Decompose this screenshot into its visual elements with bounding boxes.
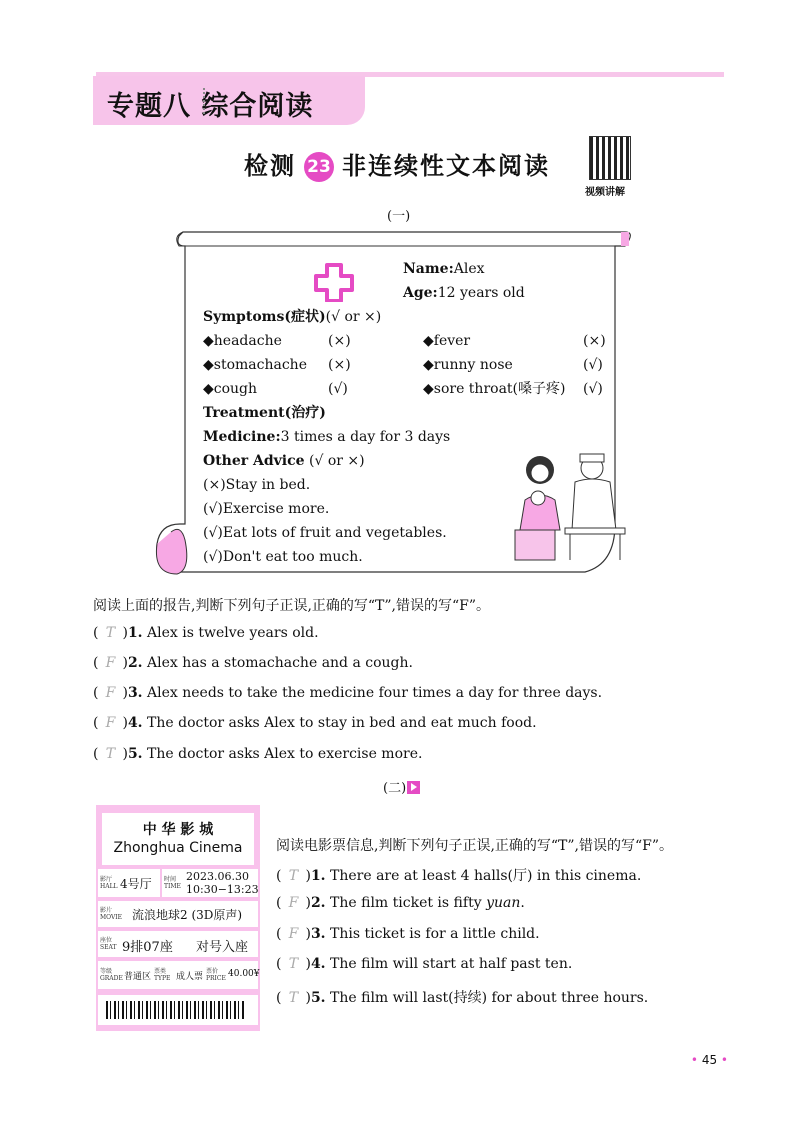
barcode-cell: [98, 995, 258, 1025]
qr-label: 视频讲解: [585, 187, 625, 198]
part1-label: (一): [387, 209, 411, 224]
play-icon[interactable]: [407, 781, 420, 794]
question-item: ( T )5. The film will last(持续) for about three hours.: [276, 990, 649, 1006]
question-text: The film will start at half past ten.: [330, 956, 573, 972]
price-value: 40.00¥: [228, 969, 260, 979]
type-label: 票类 TYPE: [154, 968, 171, 982]
symptom-item: ◆sore throat(嗓子疼): [423, 381, 566, 397]
answer: T: [288, 990, 299, 1006]
question-text-tail: .: [520, 895, 525, 911]
movie-label: 影片 MOVIE: [100, 907, 123, 921]
symptom-mark: (√): [328, 381, 348, 397]
answer: T: [288, 956, 299, 972]
symptom-mark: (√): [583, 357, 603, 373]
symptom-mark: (√): [583, 381, 603, 397]
question-item: ( F )3. This ticket is for a little child.: [276, 926, 540, 942]
question-text: This ticket is for a little child.: [330, 926, 540, 942]
cinema-name-en: Zhonghua Cinema: [113, 840, 243, 856]
question-number: 3.: [310, 926, 326, 942]
section-title: 专题八 综合阅读: [107, 91, 314, 122]
part2-label-text: (二): [383, 781, 407, 796]
advice-note: (√ or ×): [309, 453, 365, 469]
ticket-header: [102, 813, 254, 865]
name-value: Alex: [453, 261, 485, 277]
question-text: Alex has a stomachache and a cough.: [147, 655, 413, 671]
question-text: The doctor asks Alex to stay in bed and eat much food.: [147, 715, 537, 731]
question-text: The film will last(持续) for about three hours.: [330, 990, 649, 1006]
movie-cell: [98, 901, 258, 927]
advice-label: Other Advice: [203, 453, 305, 469]
question-number: 5.: [127, 746, 143, 762]
answer: F: [288, 895, 299, 911]
question-number: 4.: [310, 956, 326, 972]
question-number: 5.: [310, 990, 326, 1006]
answer: F: [288, 926, 299, 942]
question-text: Alex needs to take the medicine four times a day for three days.: [147, 685, 603, 701]
question-number: 1.: [127, 625, 143, 641]
symptoms-label: Symptoms(症状): [203, 309, 326, 325]
symptom-item: ◆fever: [423, 333, 471, 349]
question-number: 1.: [310, 868, 326, 884]
grade-label: 等级 GRADE: [100, 968, 123, 982]
question-number: 2.: [310, 895, 326, 911]
qr-code-icon[interactable]: [589, 136, 631, 180]
divider: [203, 88, 205, 114]
part2-label: [383, 777, 420, 796]
seat-value: 9排07座: [122, 940, 173, 955]
medicine-label: Medicine:: [203, 429, 281, 445]
question-item: ( T )4. The film will start at half past ten.: [276, 956, 573, 972]
seat-note: 对号入座: [196, 940, 249, 955]
symptom-mark: (×): [328, 333, 351, 349]
seat-cell: [98, 931, 258, 957]
movie-value: 流浪地球2 (3D原声): [132, 908, 243, 922]
type-value: 成人票: [176, 972, 204, 982]
hall-value: 4号厅: [120, 877, 152, 891]
question-text: The doctor asks Alex to exercise more.: [147, 746, 423, 762]
question-item: ( F )3. Alex needs to take the medicine four times a day for three days.: [93, 685, 603, 701]
hall-label: 影厅 HALL: [100, 876, 118, 890]
age-value: 12 years old: [437, 285, 525, 301]
advice-item: (√)Eat lots of fruit and vegetables.: [203, 525, 447, 541]
section-banner: [93, 76, 365, 125]
hall-cell: [98, 869, 160, 897]
answer: T: [105, 625, 116, 641]
question-item: ( F )4. The doctor asks Alex to stay in bed and eat much food.: [93, 715, 537, 731]
symptom-item: ◆cough: [203, 381, 258, 397]
test-number-badge: 23: [304, 152, 334, 182]
answer: F: [105, 655, 116, 671]
part2-instruction: 阅读电影票信息,判断下列句子正误,正确的写“T”,错误的写“F”。: [276, 838, 674, 854]
advice-item: (√)Don't eat too much.: [203, 549, 363, 565]
age-label: Age:: [403, 285, 438, 301]
doctor-patient-illustration: [510, 450, 630, 565]
test-title-text: 非连续性文本阅读: [342, 152, 550, 180]
part1-instruction: 阅读上面的报告,判断下列句子正误,正确的写“T”,错误的写“F”。: [93, 598, 491, 614]
barcode-icon: [106, 1001, 246, 1019]
time-value: 10:30−13:23: [186, 883, 259, 896]
answer: T: [288, 868, 299, 884]
question-item: ( T )1. There are at least 4 halls(厅) in this cinema.: [276, 868, 642, 884]
question-number: 2.: [127, 655, 143, 671]
grade-value: 普通区: [124, 972, 152, 982]
question-number: 3.: [127, 685, 143, 701]
symptom-item: ◆runny nose: [423, 357, 513, 373]
grade-cell: [98, 961, 258, 989]
symptom-item: ◆headache: [203, 333, 282, 349]
date-value: 2023.06.30: [186, 870, 249, 883]
page-number-text: 45: [701, 1053, 718, 1067]
movie-ticket: [96, 805, 260, 1031]
test-title: [244, 146, 550, 182]
question-item: ( F )2. Alex has a stomachache and a cough.: [93, 655, 413, 671]
seat-label: 座位 SEAT: [100, 937, 117, 951]
medicine-value: 3 times a day for 3 days: [280, 429, 451, 445]
question-text: Alex is twelve years old.: [147, 625, 319, 641]
symptoms-note: (√ or ×): [325, 309, 382, 325]
time-label: 时间 TIME: [164, 876, 181, 890]
question-number: 4.: [127, 715, 143, 731]
cinema-name-cn: 中 华 影 城: [142, 822, 214, 838]
question-item: ( F )2. The film ticket is fifty yuan.: [276, 895, 525, 911]
answer: F: [105, 685, 116, 701]
price-label: 票价 PRICE: [206, 968, 226, 982]
name-label: Name:: [403, 261, 454, 277]
question-text: There are at least 4 halls(厅) in this cinema.: [330, 868, 642, 884]
symptom-mark: (×): [328, 357, 351, 373]
treatment-label: Treatment(治疗): [203, 405, 326, 421]
question-item: ( T )5. The doctor asks Alex to exercise more.: [93, 746, 423, 762]
symptom-mark: (×): [583, 333, 606, 349]
medical-cross-icon: [313, 262, 355, 302]
time-cell: [162, 869, 258, 897]
answer: F: [105, 715, 116, 731]
question-text: The film ticket is fifty: [330, 895, 487, 911]
advice-item: (√)Exercise more.: [203, 501, 330, 517]
symptom-item: ◆stomachache: [203, 357, 307, 373]
advice-item: (×)Stay in bed.: [203, 477, 311, 493]
question-item: ( T )1. Alex is twelve years old.: [93, 625, 319, 641]
page-number: • 45 •: [690, 1053, 728, 1067]
test-prefix: 检测: [244, 152, 296, 180]
answer: T: [105, 746, 116, 762]
question-text-em: yuan: [486, 895, 521, 911]
